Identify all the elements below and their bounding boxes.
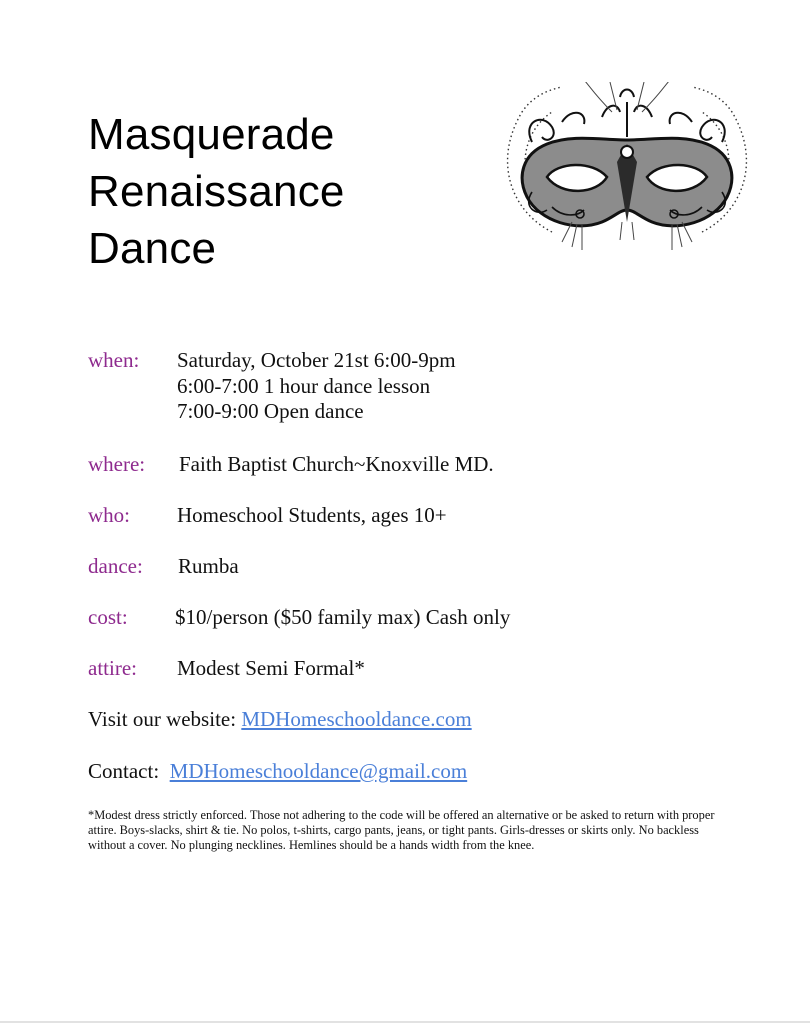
dress-code-footnote: *Modest dress strictly enforced. Those not adhering to the code will be offered an alternative or be asked to return with proper attire. Boys-slacks, shirt & tie. No polos, t-shirts, cargo pants, jeans, or tight pants. Girls-dresses or skirts only. No backless without a cover. No plunging necklines. Hemlines should be a hands width from the knee. — [88, 808, 715, 852]
title-line-3: Dance — [88, 224, 217, 273]
contact-prefix: Contact: — [88, 759, 160, 783]
where-value: Faith Baptist Church~Knoxville MD. — [179, 452, 494, 476]
when-line-1: Saturday, October 21st 6:00-9pm — [177, 348, 456, 372]
when-label: when: — [88, 348, 140, 372]
when-line-3: 7:00-9:00 Open dance — [177, 399, 364, 423]
title-line-1: Masquerade — [88, 110, 335, 159]
masquerade-mask-icon — [492, 82, 762, 262]
when-line-2: 6:00-7:00 1 hour dance lesson — [177, 374, 431, 398]
title-line-2: Renaissance — [88, 167, 345, 216]
who-value: Homeschool Students, ages 10+ — [177, 503, 447, 527]
who-label: who: — [88, 503, 130, 527]
dance-value: Rumba — [178, 554, 239, 578]
website-row — [88, 706, 472, 732]
website-link[interactable]: MDHomeschooldance.com — [241, 707, 472, 731]
contact-email-link[interactable]: MDHomeschooldance@gmail.com — [169, 759, 468, 783]
attire-label: attire: — [88, 656, 137, 680]
attire-value: Modest Semi Formal* — [177, 656, 365, 680]
cost-value: $10/person ($50 family max) Cash only — [175, 605, 511, 629]
flyer-title — [88, 106, 345, 277]
dance-label: dance: — [88, 554, 143, 578]
where-label: where: — [88, 452, 146, 476]
website-prefix: Visit our website: — [88, 707, 237, 731]
contact-row — [88, 758, 467, 784]
cost-label: cost: — [88, 605, 128, 629]
